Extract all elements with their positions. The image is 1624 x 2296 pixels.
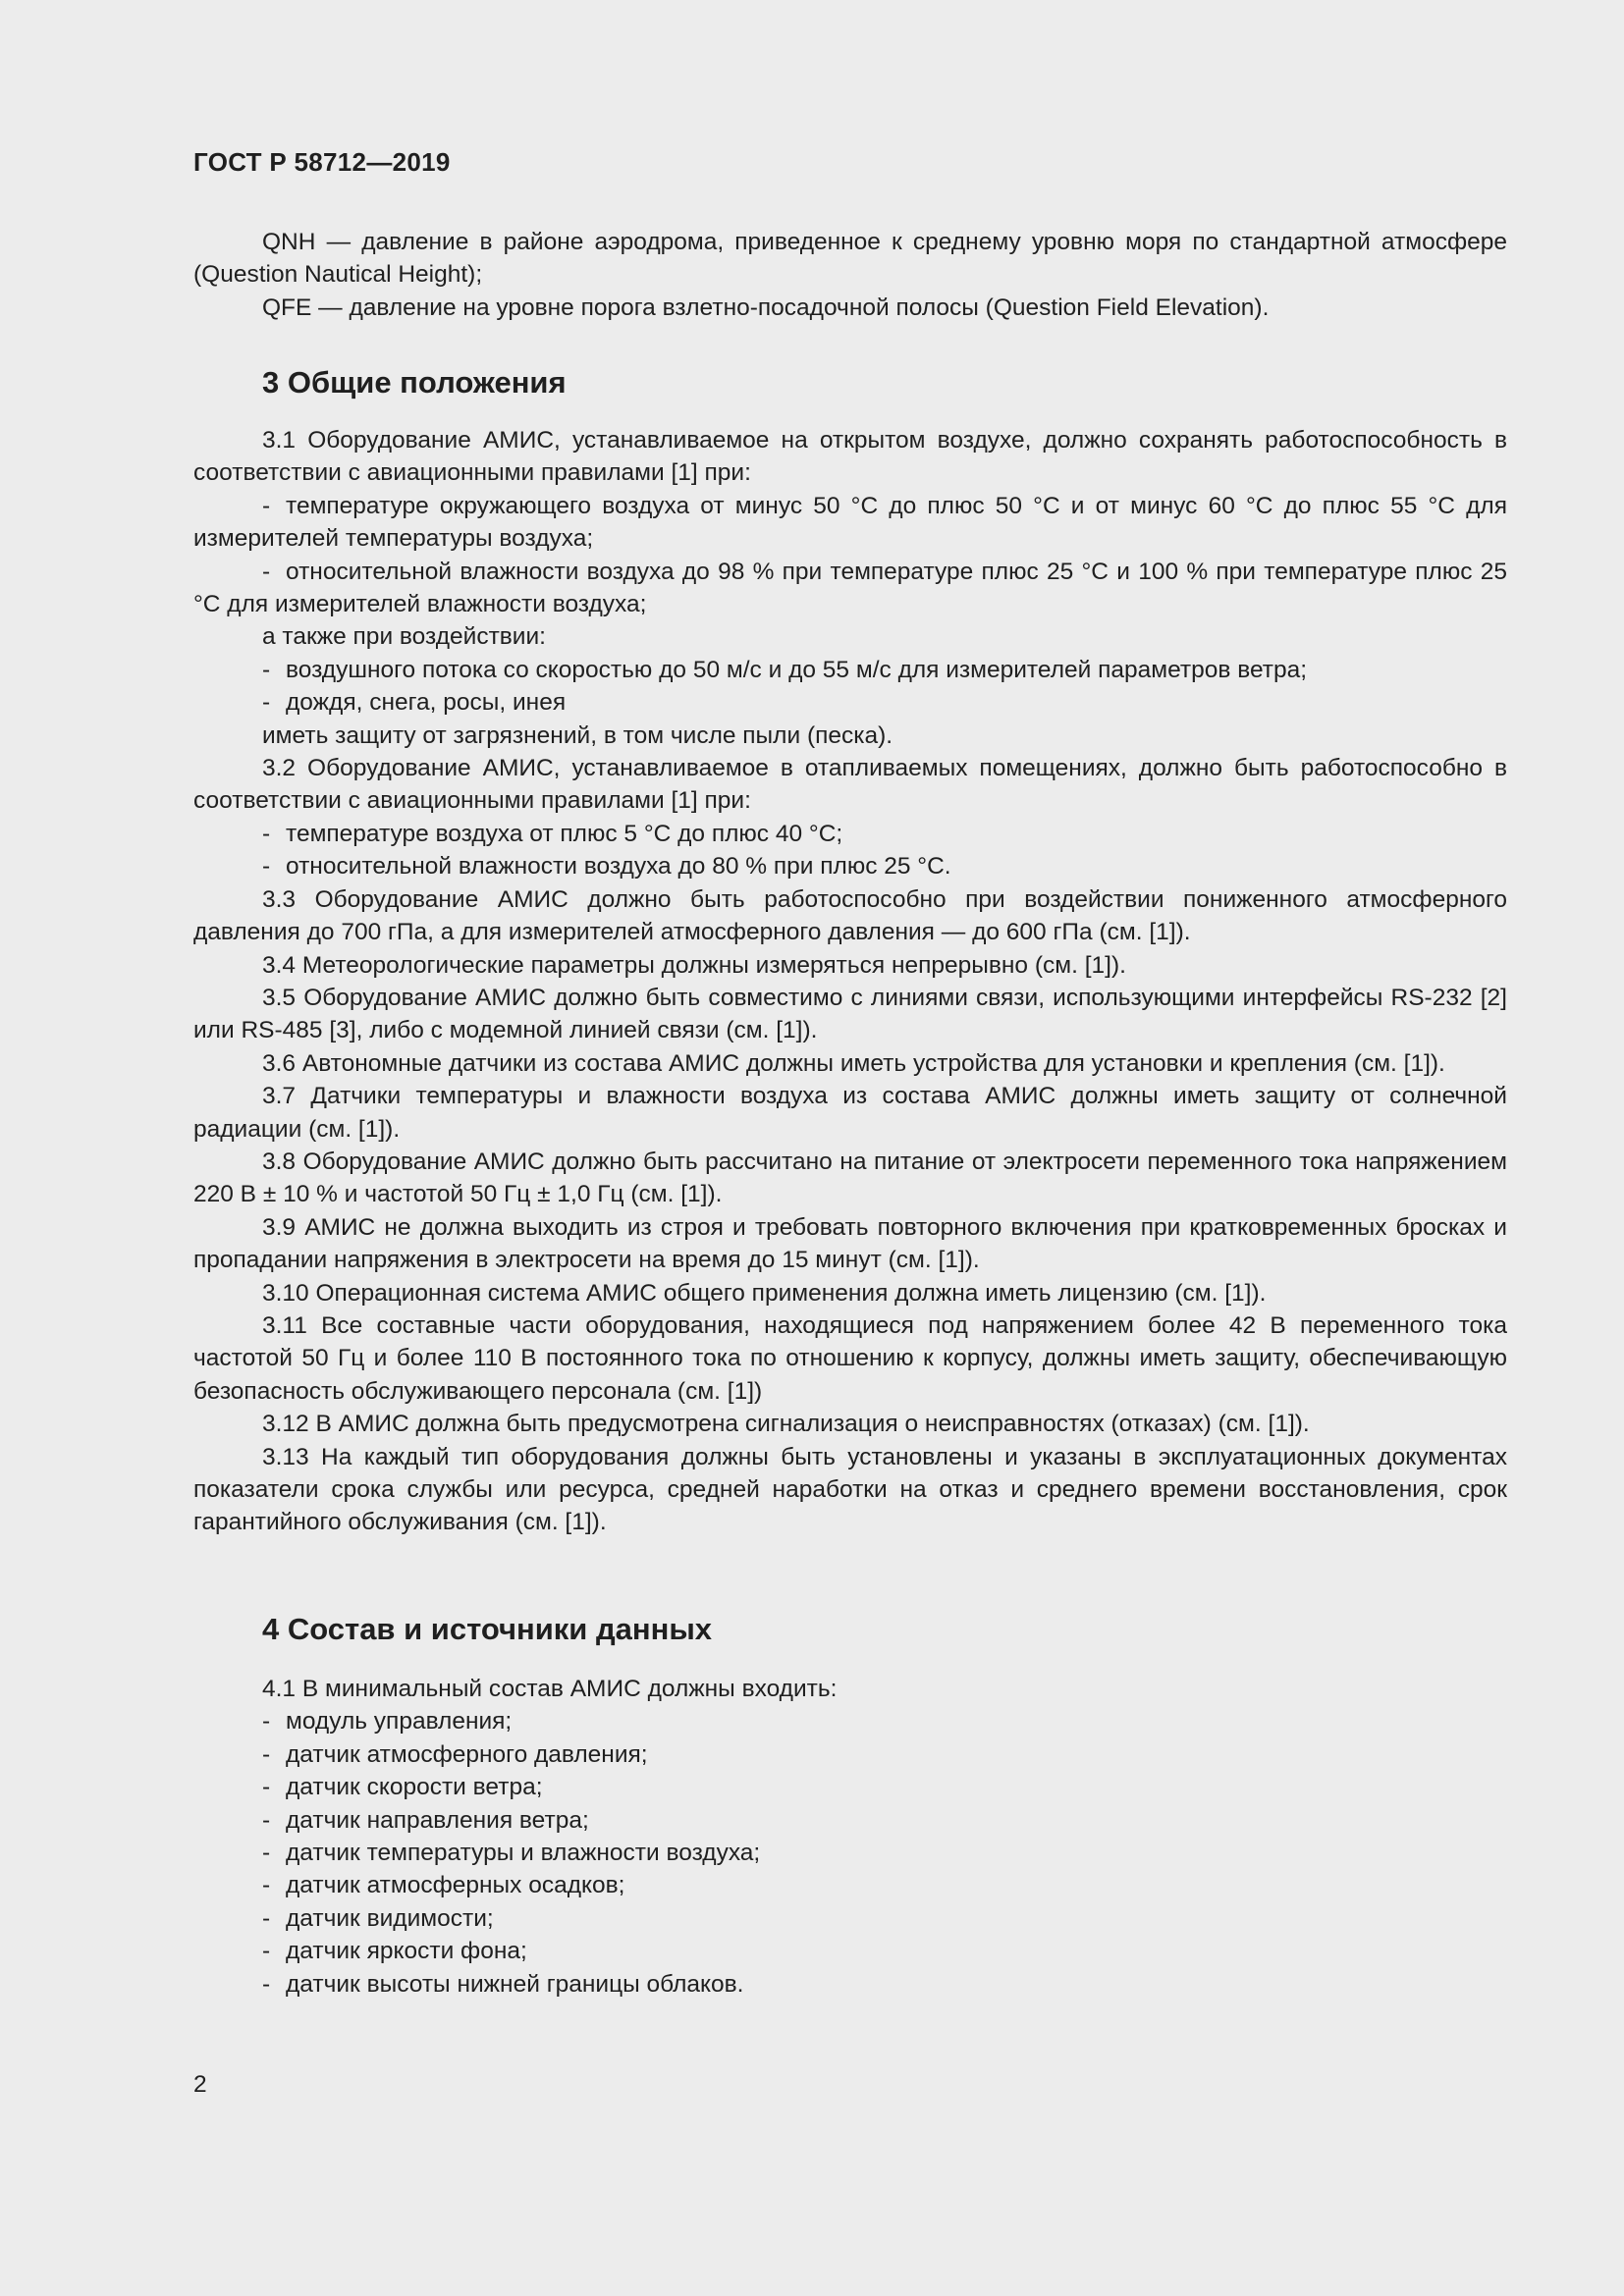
intro-block [193,226,1507,324]
list-item [193,818,1507,850]
list-item-text: дождя, снега, росы, инея [286,689,567,717]
list-item-text: датчик высоты нижней границы облаков. [286,1970,744,1998]
definition-qnh: QNH — давление в районе аэродрома, приведенное к среднему уровню моря по стандартной атмосфере (Question Nautical Height); [193,229,1507,289]
list-item [262,1869,1507,1901]
list-item-text: воздушного потока со скоростью до 50 м/с и до 55 м/с для измерителей параметров ветра; [286,656,1308,683]
list-dash: - [262,656,271,683]
paragraph: иметь защиту от загрязнений, в том числе пыли (песка). [262,721,893,749]
list-item [193,654,1507,686]
list-item [193,556,1507,621]
list-dash: - [262,853,271,881]
list-item [262,1935,1507,1967]
list-item-text: датчик видимости; [286,1904,494,1932]
paragraph: 3.6 Автономные датчики из состава АМИС должны иметь устройства для установки и крепления (см. [1]). [262,1049,1445,1077]
list-item-text: датчик скорости ветра; [286,1774,543,1801]
list-item [262,1804,1507,1837]
list-dash: - [262,1740,271,1768]
list-item-text: датчик температуры и влажности воздуха; [286,1840,761,1867]
paragraph: 3.8 Оборудование АМИС должно быть рассчитано на питание от электросети переменного тока напряжением 220 В ± 10 % и частотой 50 Гц ± 1,0 Гц (см. [1]). [193,1148,1507,1208]
paragraph: 3.11 Все составные части оборудования, находящиеся под напряжением более 42 В переменного тока частотой 50 Гц и более 110 В постоянного тока по отношению к корпусу, должны иметь защиту, обеспечивающую безопасность обслуживающего персонала (см. [1]) [193,1311,1507,1405]
paragraph: а также при воздействии: [262,623,546,651]
section-4-body [262,1673,1507,2001]
section-4-heading: 4 Состав и источники данных [262,1612,713,1646]
section-3-heading: 3 Общие положения [262,365,567,400]
component-list [262,1705,1507,2001]
list-dash: - [262,1774,271,1801]
list-item [262,1902,1507,1935]
list-dash: - [262,1806,271,1834]
paragraph: 3.4 Метеорологические параметры должны измеряться непрерывно (см. [1]). [262,951,1126,979]
list-item-text: датчик яркости фона; [286,1938,527,1965]
definition-qfe: QFE — давление на уровне порога взлетно-посадочной полосы (Question Field Elevation). [262,294,1270,321]
list-item-text: модуль управления; [286,1708,513,1735]
list-item-text: датчик атмосферных осадков; [286,1872,625,1899]
paragraph: 3.9 АМИС не должна выходить из строя и требовать повторного включения при кратковременных бросках и пропадании напряжения в электросети на время до 15 минут (см. [1]). [193,1213,1507,1274]
list-item-text: температуре воздуха от плюс 5 °С до плюс 40 °С; [286,820,843,847]
paragraph: 3.1 Оборудование АМИС, устанавливаемое на открытом воздухе, должно сохранять работоспособность в соответствии с авиационными правилами [1] при: [193,427,1507,487]
list-dash: - [262,492,271,519]
list-dash: - [262,1938,271,1965]
list-dash: - [262,1904,271,1932]
list-dash: - [262,1970,271,1998]
list-item [193,686,1507,719]
list-item [262,1705,1507,1737]
list-item [262,1968,1507,2001]
list-dash: - [262,689,271,717]
list-item [262,1837,1507,1869]
list-dash: - [262,1840,271,1867]
list-item-text: датчик атмосферного давления; [286,1740,648,1768]
list-item-text: датчик направления ветра; [286,1806,589,1834]
list-item-text: относительной влажности воздуха до 98 % при температуре плюс 25 °С и 100 % при температуре плюс 25 °С для измерителей влажности воздуха; [193,558,1507,618]
page-number: 2 [193,2071,207,2098]
list-item-text: относительной влажности воздуха до 80 % при плюс 25 °С. [286,853,951,881]
paragraph: 3.2 Оборудование АМИС, устанавливаемое в отапливаемых помещениях, должно быть работоспособно в соответствии с авиационными правилами [1] при: [193,755,1507,815]
document-header: ГОСТ Р 58712—2019 [193,147,451,177]
list-item [262,1771,1507,1803]
list-dash: - [262,1872,271,1899]
paragraph: 3.3 Оборудование АМИС должно быть работоспособно при воздействии пониженного атмосферного давления до 700 гПа, а для измерителей атмосферного давления — до 600 гПа (см. [1]). [193,885,1507,946]
list-item [193,850,1507,882]
paragraph: 3.10 Операционная система АМИС общего применения должна иметь лицензию (см. [1]). [262,1279,1267,1307]
list-dash: - [262,558,271,585]
paragraph: 3.12 В АМИС должна быть предусмотрена сигнализация о неисправностях (отказах) (см. [1]). [262,1411,1310,1438]
list-dash: - [262,1708,271,1735]
section-3-body [193,424,1507,1539]
paragraph: 3.5 Оборудование АМИС должно быть совместимо с линиями связи, использующими интерфейсы RS-232 [2] или RS-485 [3], либо с модемной линией связи (см. [1]). [193,984,1507,1044]
list-item [262,1738,1507,1771]
paragraph: 3.13 На каждый тип оборудования должны быть установлены и указаны в эксплуатационных документах показатели срока службы или ресурса, средней наработки на отказ и среднего времени восстановления, срок гарантийного обслуживания (см. [1]). [193,1443,1507,1536]
list-item-text: температуре окружающего воздуха от минус 50 °С до плюс 50 °С и от минус 60 °С до плюс 55 °С для измерителей температуры воздуха; [193,492,1507,553]
list-dash: - [262,820,271,847]
list-item [193,490,1507,556]
section-4-intro: 4.1 В минимальный состав АМИС должны входить: [262,1676,838,1702]
paragraph: 3.7 Датчики температуры и влажности воздуха из состава АМИС должны иметь защиту от солнечной радиации (см. [1]). [193,1083,1507,1143]
